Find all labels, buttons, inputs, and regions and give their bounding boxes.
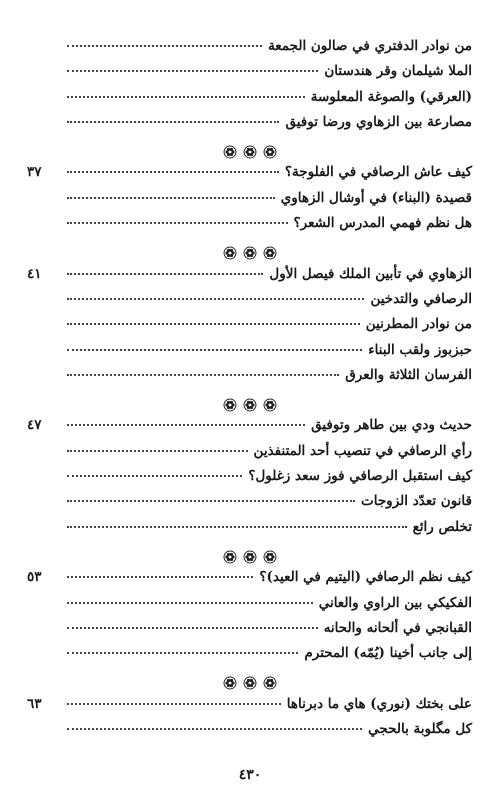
dot-leader: [67, 96, 305, 98]
toc-entry[interactable]: [27, 645, 472, 670]
toc-entry-title: الرصافي والتدخين: [370, 290, 472, 307]
dot-leader: [67, 273, 263, 275]
flower-icon: [263, 676, 277, 690]
flower-icon: [223, 246, 237, 260]
toc-entry[interactable]: [27, 114, 472, 139]
flower-icon: [263, 145, 277, 159]
toc-entry[interactable]: [27, 696, 472, 721]
toc-entry[interactable]: [27, 291, 472, 316]
flower-icon: [223, 550, 237, 564]
toc-entry-title: (العرقي) والصوغة المعلوسة: [310, 88, 472, 105]
toc-entry-title: إلى جانب أخينا (يُمّه) المحترم: [304, 645, 472, 662]
toc-entry[interactable]: [27, 468, 472, 493]
dot-leader: [67, 627, 318, 629]
flower-icon: [243, 145, 257, 159]
toc-entry-page-number: ٥٣: [27, 569, 42, 586]
flower-icon: [243, 676, 257, 690]
flower-icon: [243, 246, 257, 260]
dot-leader: [67, 349, 362, 351]
dot-leader: [67, 374, 339, 376]
dot-leader: [67, 323, 360, 325]
section-separator: [27, 240, 472, 265]
toc-entry[interactable]: [27, 721, 472, 746]
toc-entry-title: هل نظم فهمي المدرس الشعر؟: [293, 215, 472, 232]
toc-entry-title: من نوادر الدفتري في صالون الجمعة: [268, 38, 472, 54]
flower-icon: [223, 676, 237, 690]
toc-entry[interactable]: [27, 443, 472, 468]
dot-leader: [67, 526, 407, 528]
dot-leader: [67, 450, 248, 452]
toc-entry-title: من نوادر المطرنين: [365, 316, 472, 333]
section-separator: [27, 670, 472, 695]
toc-entry[interactable]: [27, 519, 472, 544]
toc-entry-title: حبزبوز ولقب البناء: [368, 341, 472, 358]
dot-leader: [67, 70, 318, 72]
toc-entry-title: الفكيكي بين الراوي والعاني: [318, 594, 472, 611]
dot-leader: [67, 728, 362, 730]
dot-leader: [67, 703, 281, 705]
flower-icon: [223, 145, 237, 159]
toc-entry[interactable]: [27, 569, 472, 594]
table-of-contents: [27, 38, 472, 746]
toc-entry[interactable]: [27, 316, 472, 341]
dot-leader: [67, 475, 242, 477]
toc-entry-title: الزهاوي في تأبين الملك فيصل الأول: [269, 265, 472, 282]
dot-leader: [67, 602, 313, 604]
toc-entry-page-number: ٤٧: [27, 417, 42, 434]
toc-entry-title: كيف استقبل الرصافي فوز سعد زغلول؟: [248, 468, 472, 485]
dot-leader: [67, 45, 262, 47]
toc-entry[interactable]: [27, 89, 472, 114]
toc-entry[interactable]: [27, 164, 472, 189]
toc-entry-title: تخلص رائع: [412, 518, 472, 535]
toc-entry[interactable]: [27, 595, 472, 620]
page-number: ٤٣٠: [238, 767, 262, 783]
toc-entry[interactable]: [27, 367, 472, 392]
flower-icon: [243, 550, 257, 564]
toc-entry-page-number: ٦٣: [27, 695, 42, 712]
flower-icon: [263, 398, 277, 412]
toc-entry-title: رأي الرصافي في تنصيب أحد المتنفذين: [253, 442, 472, 459]
toc-entry[interactable]: [27, 38, 472, 63]
flower-icon: [243, 398, 257, 412]
dot-leader: [67, 197, 275, 199]
toc-entry[interactable]: [27, 215, 472, 240]
dot-leader: [67, 576, 253, 578]
toc-entry-title: مصارعة بين الزهاوي ورضا توفيق: [285, 113, 472, 130]
toc-entry-title: على بختك (نوري) هاي ما دبرناها: [286, 695, 472, 712]
toc-entry-title: كيف عاش الرصافي في الفلوجة؟: [284, 164, 472, 181]
toc-entry[interactable]: [27, 266, 472, 291]
toc-entry-title: القبانجي في ألحانه والحانه: [323, 619, 472, 636]
dot-leader: [67, 171, 279, 173]
dot-leader: [67, 652, 298, 654]
toc-entry-title: قانون تعدّد الزوجات: [361, 493, 472, 510]
toc-entry[interactable]: [27, 190, 472, 215]
toc-entry-title: قصيدة (البناء) في أوشال الزهاوي: [280, 189, 472, 206]
toc-entry[interactable]: [27, 620, 472, 645]
toc-entry-title: حديث ودي بين طاهر وتوفيق: [311, 417, 472, 434]
dot-leader: [67, 424, 305, 426]
flower-icon: [263, 550, 277, 564]
dot-leader: [67, 222, 288, 224]
dot-leader: [67, 298, 364, 300]
flower-icon: [223, 398, 237, 412]
dot-leader: [67, 121, 279, 123]
toc-entry[interactable]: [27, 63, 472, 88]
toc-entry[interactable]: [27, 342, 472, 367]
toc-entry[interactable]: [27, 493, 472, 518]
section-separator: [27, 392, 472, 417]
dot-leader: [67, 500, 355, 502]
toc-entry-title: كيف نظم الرصافي (اليتيم في العيد)؟: [259, 569, 472, 586]
flower-icon: [263, 246, 277, 260]
toc-entry-title: الملا شيلمان وقر هندستان: [324, 63, 472, 80]
section-separator: [27, 139, 472, 164]
toc-entry-page-number: ٤١: [27, 265, 42, 282]
toc-entry-title: الفرسان الثلاثة والعرق: [345, 366, 472, 383]
section-separator: [27, 544, 472, 569]
toc-entry-page-number: ٣٧: [27, 164, 42, 181]
toc-entry-title: كل مگلوبة بالحجي: [368, 721, 472, 738]
toc-entry[interactable]: [27, 417, 472, 442]
